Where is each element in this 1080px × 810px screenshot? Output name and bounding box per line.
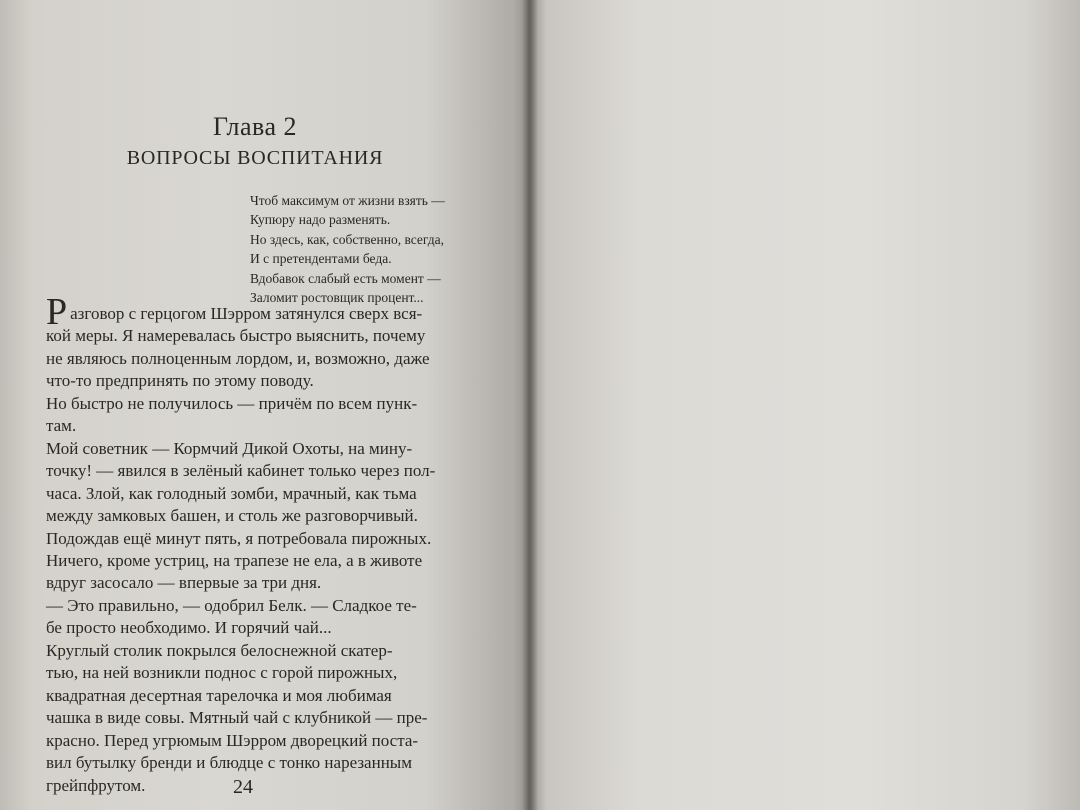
text-line: Подождав ещё минут пять, я потребовала пирожных.: [46, 528, 432, 548]
text-line: кой меры. Я намеревалась быстро выяснить, почему: [46, 326, 426, 346]
epigraph-line: Купюру надо разменять.: [250, 212, 391, 228]
text-line: между замковых башен, и столь же разговорчивый.: [46, 506, 418, 526]
chapter-title: Глава 2: [212, 112, 298, 141]
text-line: что-то предпринять по этому поводу.: [46, 371, 314, 391]
epigraph: [250, 191, 490, 307]
text-line: точку! — явился в зелёный кабинет только через пол-: [46, 461, 436, 481]
text-line: красно. Перед угрюмым Шэрром дворецкий поста-: [46, 730, 419, 750]
epigraph-line: Но здесь, как, собственно, всегда,: [250, 231, 444, 247]
text-line: Мой советник — Кормчий Дикой Охоты, на мину-: [46, 438, 413, 458]
text-line: Но быстро не получилось — причём по всем пунк-: [46, 393, 418, 413]
epigraph-line: И с претендентами беда.: [250, 251, 392, 267]
drop-cap: Р: [46, 291, 68, 333]
epigraph-line: Чтоб максимум от жизни взять —: [250, 193, 445, 208]
text-line: часа. Злой, как голодный зомби, мрачный, как тьма: [46, 483, 417, 503]
text-line: не являюсь полноценным лордом, и, возможно, даже: [46, 348, 430, 368]
text-line: тью, на ней возникли поднос с горой пирожных,: [46, 663, 398, 683]
text-line: там.: [46, 416, 77, 436]
text-line: Ничего, кроме устриц, на трапезе не ела, а в животе: [46, 550, 423, 570]
text-line: азговор с герцогом Шэрром затянулся сверх вся-: [70, 304, 423, 323]
page-number-left: 24: [233, 776, 253, 798]
epigraph-line: Заломит ростовщик процент...: [250, 290, 424, 306]
text-line: Круглый столик покрылся белоснежной скатер-: [46, 640, 393, 660]
left-page: [0, 0, 530, 810]
text-line: квадратная десертная тарелочка и моя любимая: [46, 685, 392, 705]
text-line: вдруг засосало — впервые за три дня.: [46, 573, 322, 593]
text-line: — Это правильно, — одобрил Белк. — Сладкое те-: [46, 595, 417, 615]
right-page: [530, 0, 1080, 810]
chapter-subtitle: ВОПРОСЫ ВОСПИТАНИЯ: [126, 147, 384, 169]
text-line: бе просто необходимо. И горячий чай...: [46, 618, 332, 638]
book-spine: [522, 0, 538, 810]
epigraph-line: Вдобавок слабый есть момент —: [250, 270, 441, 286]
text-line: вил бутылку бренди и блюдце с тонко нарезанным: [46, 753, 412, 773]
text-line: грейпфрутом.: [46, 775, 146, 795]
text-line: чашка в виде совы. Мятный чай с клубникой — пре-: [46, 708, 428, 728]
